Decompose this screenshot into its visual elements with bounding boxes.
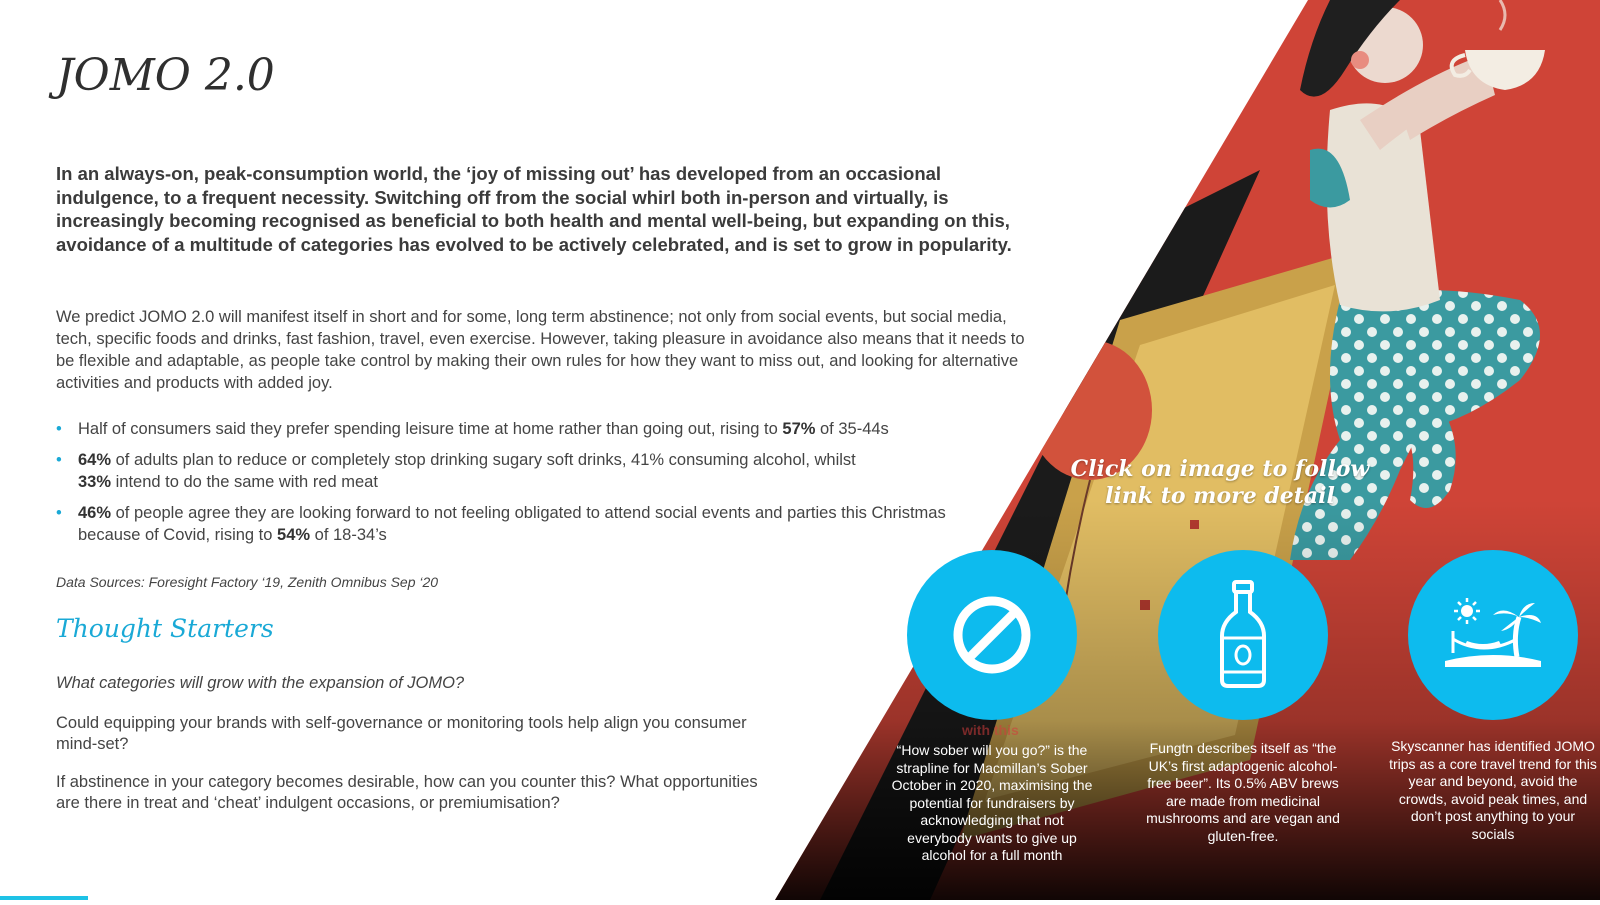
fungtn-caption: Fungtn describes itself as “the UK’s first adaptogenic alcohol-free beer”. Its 0.5% ABV brews are made from medicinal mushrooms and are vegan and gluten-free. (1146, 740, 1340, 844)
stat-figure: 64% (78, 451, 112, 469)
no-entry-circle (907, 550, 1077, 720)
stat-figure: 57% (782, 420, 816, 438)
thought-starter-question: What categories will grow with the expansion of JOMO? (56, 674, 465, 692)
stat-text: of people agree they are looking forward to not feeling obligated to attend social events and parties this Christmas because of Covid, rising to (78, 504, 946, 544)
island-circle (1408, 550, 1578, 720)
data-sources: Data Sources: Foresight Factory ‘19, Zenith Omnibus Sep ‘20 (56, 574, 439, 590)
stat-text: of 35-44s (815, 420, 889, 438)
stat-text: Half of consumers said they prefer spending leisure time at home rather than going out, rising to (78, 420, 783, 438)
intro-paragraph: In an always-on, peak-consumption world, the ‘joy of missing out’ has developed from an occasional indulgence, to a frequent necessity. Switching off from the social whirl both in-person and virtually, is increasingly becoming recognised as beneficial to both health and mental well-being, but expanding on this, avoidance of a multitude of categories has evolved to be actively celebrated, and is set to grow in popularity. (56, 163, 1012, 255)
stats-list (56, 418, 956, 555)
page-title: JOMO 2.0 (56, 50, 275, 101)
bullet-icon: • (56, 451, 62, 469)
list-item (56, 418, 956, 440)
skyscanner-caption: Skyscanner has identified JOMO trips as a core travel trend for this year and beyond, avoid the crowds, avoid peak times, and don’t post anything to your socials (1389, 738, 1597, 842)
stat-figure: 33% (78, 473, 112, 491)
sober-october-caption: “How sober will you go?” is the strapline for Macmillan’s Sober October in 2020, maximising the potential for fundraisers by acknowledging that not everybody wants to give up alcohol for a full month (891, 742, 1093, 863)
bottle-icon (1218, 580, 1268, 690)
no-entry-icon (950, 593, 1034, 677)
prediction-paragraph: We predict JOMO 2.0 will manifest itself in short and for some, long term abstinence; not only from social events, but social media, tech, specific foods and drinks, fast fashion, travel, even exercise. However, taking pleasure in avoidance also means that it needs to be flexible and adaptable, as people take control by making their own rules for how they want to miss out, and looking for alternative activities and products with added joy. (56, 308, 1025, 392)
thought-starter-question: Could equipping your brands with self-governance or monitoring tools help align you consumer mind-set? (56, 714, 747, 753)
corner-accent-bar (0, 896, 88, 900)
more-detail-link[interactable]: Click on image to follow link to more detail (1070, 456, 1370, 509)
faded-text: with this (962, 722, 1019, 738)
stat-text: of 18-34’s (310, 526, 387, 544)
bullet-icon: • (56, 504, 62, 522)
thought-starters-heading: Thought Starters (56, 614, 274, 643)
thought-starter-question: If abstinence in your category becomes desirable, how can you counter this? What opportunities are there in treat and ‘cheat’ indulgent occasions, or premiumisation? (56, 773, 758, 812)
list-item (56, 449, 956, 493)
bottle-circle (1158, 550, 1328, 720)
stat-text: of adults plan to reduce or completely stop drinking sugary soft drinks, 41% consuming alcohol, whilst (111, 451, 856, 469)
stat-figure: 46% (78, 504, 112, 522)
bullet-icon: • (56, 420, 62, 438)
stat-text: intend to do the same with red meat (111, 473, 378, 491)
island-hammock-icon (1443, 595, 1543, 675)
list-item (56, 502, 956, 546)
stat-figure: 54% (277, 526, 311, 544)
